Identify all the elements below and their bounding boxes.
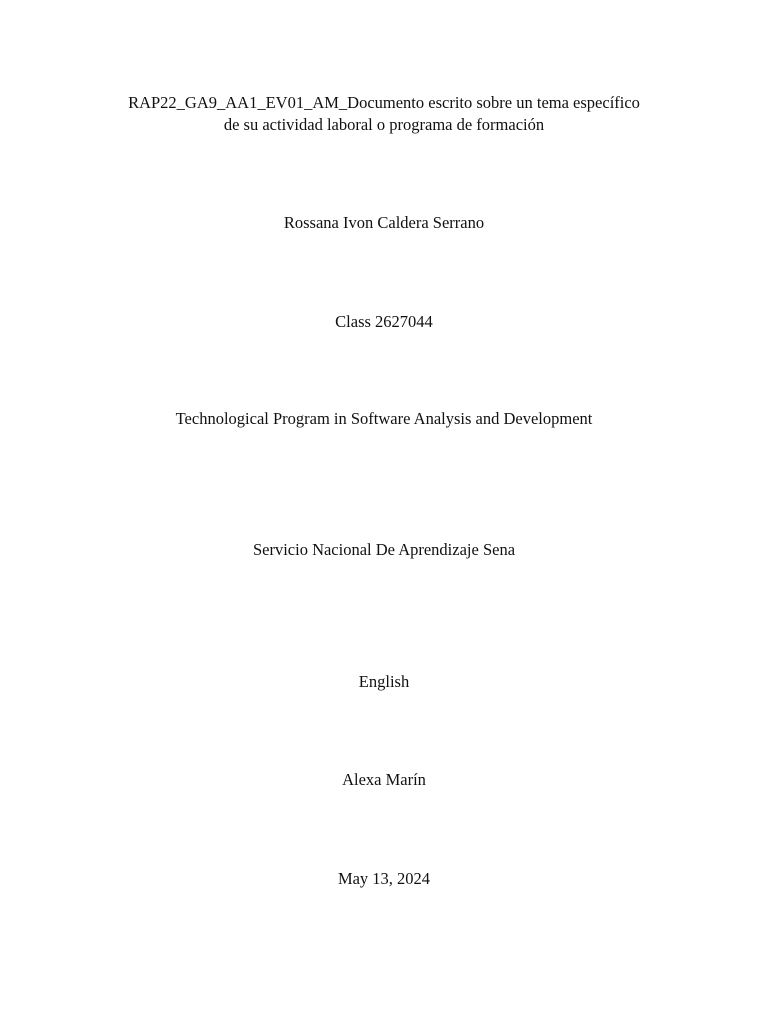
program-name: Technological Program in Software Analysis and Development	[175, 409, 593, 428]
author-name: Rossana Ivon Caldera Serrano	[283, 213, 485, 232]
document-date: May 13, 2024	[337, 869, 431, 888]
course-name: English	[358, 672, 410, 691]
class-number: Class 2627044	[335, 312, 433, 331]
institution-name: Servicio Nacional De Aprendizaje Sena	[252, 540, 516, 559]
document-title-line-2: de su actividad laboral o programa de formación	[223, 115, 545, 134]
instructor-name: Alexa Marín	[342, 770, 426, 789]
document-title-line-1: RAP22_GA9_AA1_EV01_AM_Documento escrito sobre un tema específico	[128, 93, 640, 112]
